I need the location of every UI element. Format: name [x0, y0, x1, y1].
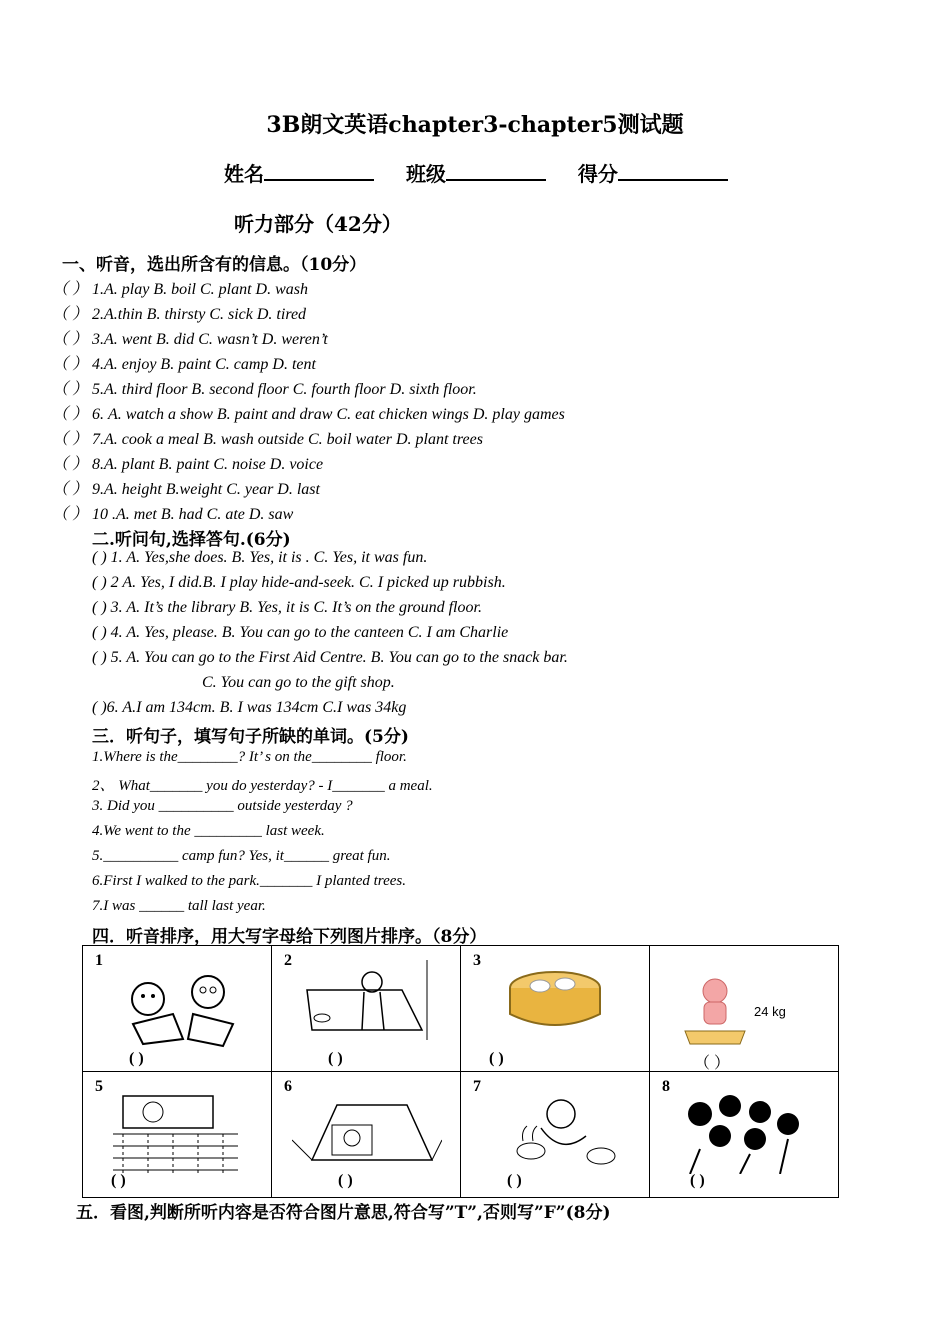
scale-figure-picture [680, 976, 750, 1046]
section2-item: ( ) 4. A. Yes, please. B. You can go to the canteen C. I am Charlie [92, 624, 509, 641]
picture-number: 2 [284, 952, 292, 969]
name-blank [264, 159, 374, 181]
picture-number: 7 [473, 1078, 481, 1095]
section3-item: 1.Where is the________? It’ s on the________ floor. [92, 749, 407, 765]
answer-blank[interactable]: ( ) [111, 1172, 126, 1189]
section1-item: （ ） 1.A. play B. boil C. plant D. wash [52, 281, 309, 298]
section1-item: （ ） 9.A. height B.weight C. year D. last [52, 481, 320, 498]
picture-cell [461, 946, 650, 1072]
group-of-children-picture [680, 1094, 810, 1174]
children-playing-picture [113, 964, 243, 1049]
picture-cell [272, 946, 461, 1072]
washing-picture [302, 960, 442, 1050]
weight-label: 24 kg [754, 1004, 786, 1019]
picture-number: 5 [95, 1078, 103, 1095]
picture-cell [272, 1072, 461, 1198]
section2-item: ( ) 3. A. It’s the library B. Yes, it is C. It’s on the ground floor. [92, 599, 482, 616]
steamer-dumplings-picture [505, 966, 605, 1036]
section2-item: ( ) 1. A. Yes,she does. B. Yes, it is . C. Yes, it was fun. [92, 549, 428, 566]
section3-item: 5.__________ camp fun? Yes, it______ great fun. [92, 848, 391, 864]
score-label: 得分 [577, 162, 618, 186]
boiling-water-picture [511, 1096, 621, 1171]
picture-number: 6 [284, 1078, 292, 1095]
section1-item: （ ） 4.A. enjoy B. paint C. camp D. tent [52, 356, 316, 373]
class-label: 班级 [405, 162, 446, 186]
section3-item: 7.I was ______ tall last year. [92, 898, 266, 914]
answer-blank[interactable]: ( ) [129, 1050, 144, 1067]
section3-item: 2、 What_______ you do yesterday? - I_______ a meal. [92, 778, 433, 794]
section5-heading: 五．看图,判断所听内容是否符合图片意思,符合写”T”,否则写”F”(8分) [76, 1203, 611, 1223]
answer-blank[interactable]: ( ) [338, 1172, 353, 1189]
section1-item: （ ） 3.A. went B. did C. wasn’t D. weren’t [52, 331, 328, 348]
section2-item: ( ) 2 A. Yes, I did.B. I play hide-and-seek. C. I picked up rubbish. [92, 574, 506, 591]
class-blank [446, 159, 546, 181]
picture-number: 8 [662, 1078, 670, 1095]
picture-cell [650, 946, 839, 1072]
section2-item: C. You can go to the gift shop. [202, 674, 395, 691]
picture-table [82, 945, 839, 1198]
answer-blank[interactable]: （ ） [694, 1055, 731, 1072]
picture-cell [461, 1072, 650, 1198]
section1-item: （ ） 5.A. third floor B. second floor C. fourth floor D. sixth floor. [52, 381, 477, 398]
page-title: 3B朗文英语chapter3-chapter5测试题 [266, 112, 684, 138]
student-info-line [224, 158, 728, 187]
score-blank [618, 159, 728, 181]
section1-item: （ ） 2.A.thin B. thirsty C. sick D. tired [52, 306, 307, 323]
section1-item: （ ） 7.A. cook a meal B. wash outside C. boil water D. plant trees [52, 431, 483, 448]
name-label: 姓名 [224, 162, 264, 186]
picture-number: 3 [473, 952, 481, 969]
audience-show-picture [113, 1094, 243, 1174]
section3-item: 6.First I walked to the park._______ I planted trees. [92, 873, 406, 889]
listening-part-heading: 听力部分（42分） [234, 212, 402, 236]
section2-item: ( ) 5. A. You can go to the First Aid Centre. B. You can go to the snack bar. [92, 649, 568, 666]
section1-item: （ ） 6. A. watch a show B. paint and draw C. eat chicken wings D. play games [52, 406, 565, 423]
answer-blank[interactable]: ( ) [690, 1172, 705, 1189]
section2-item: ( )6. A.I am 134cm. B. I was 134cm C.I was 34kg [92, 699, 407, 716]
section1-heading: 一、听音，选出所含有的信息。（10分） [62, 255, 367, 275]
picture-cell [83, 1072, 272, 1198]
section3-item: 3. Did you __________ outside yesterday ? [92, 798, 353, 814]
picture-number: 1 [95, 952, 103, 969]
section1-item: （ ） 10 .A. met B. had C. ate D. saw [52, 506, 294, 523]
answer-blank[interactable]: ( ) [328, 1050, 343, 1067]
section1-item: （ ） 8.A. plant B. paint C. noise D. voice [52, 456, 324, 473]
tent-picture [292, 1100, 442, 1170]
section4-heading: 四．听音排序，用大写字母给下列图片排序。（8分） [92, 927, 487, 947]
section2-heading: 二.听问句,选择答句.(6分) [92, 530, 291, 550]
section3-heading: 三．听句子，填写句子所缺的单词。(5分) [92, 727, 409, 747]
section3-item: 4.We went to the _________ last week. [92, 823, 325, 839]
answer-blank[interactable]: ( ) [507, 1172, 522, 1189]
picture-cell [83, 946, 272, 1072]
answer-blank[interactable]: ( ) [489, 1050, 504, 1067]
picture-cell [650, 1072, 839, 1198]
